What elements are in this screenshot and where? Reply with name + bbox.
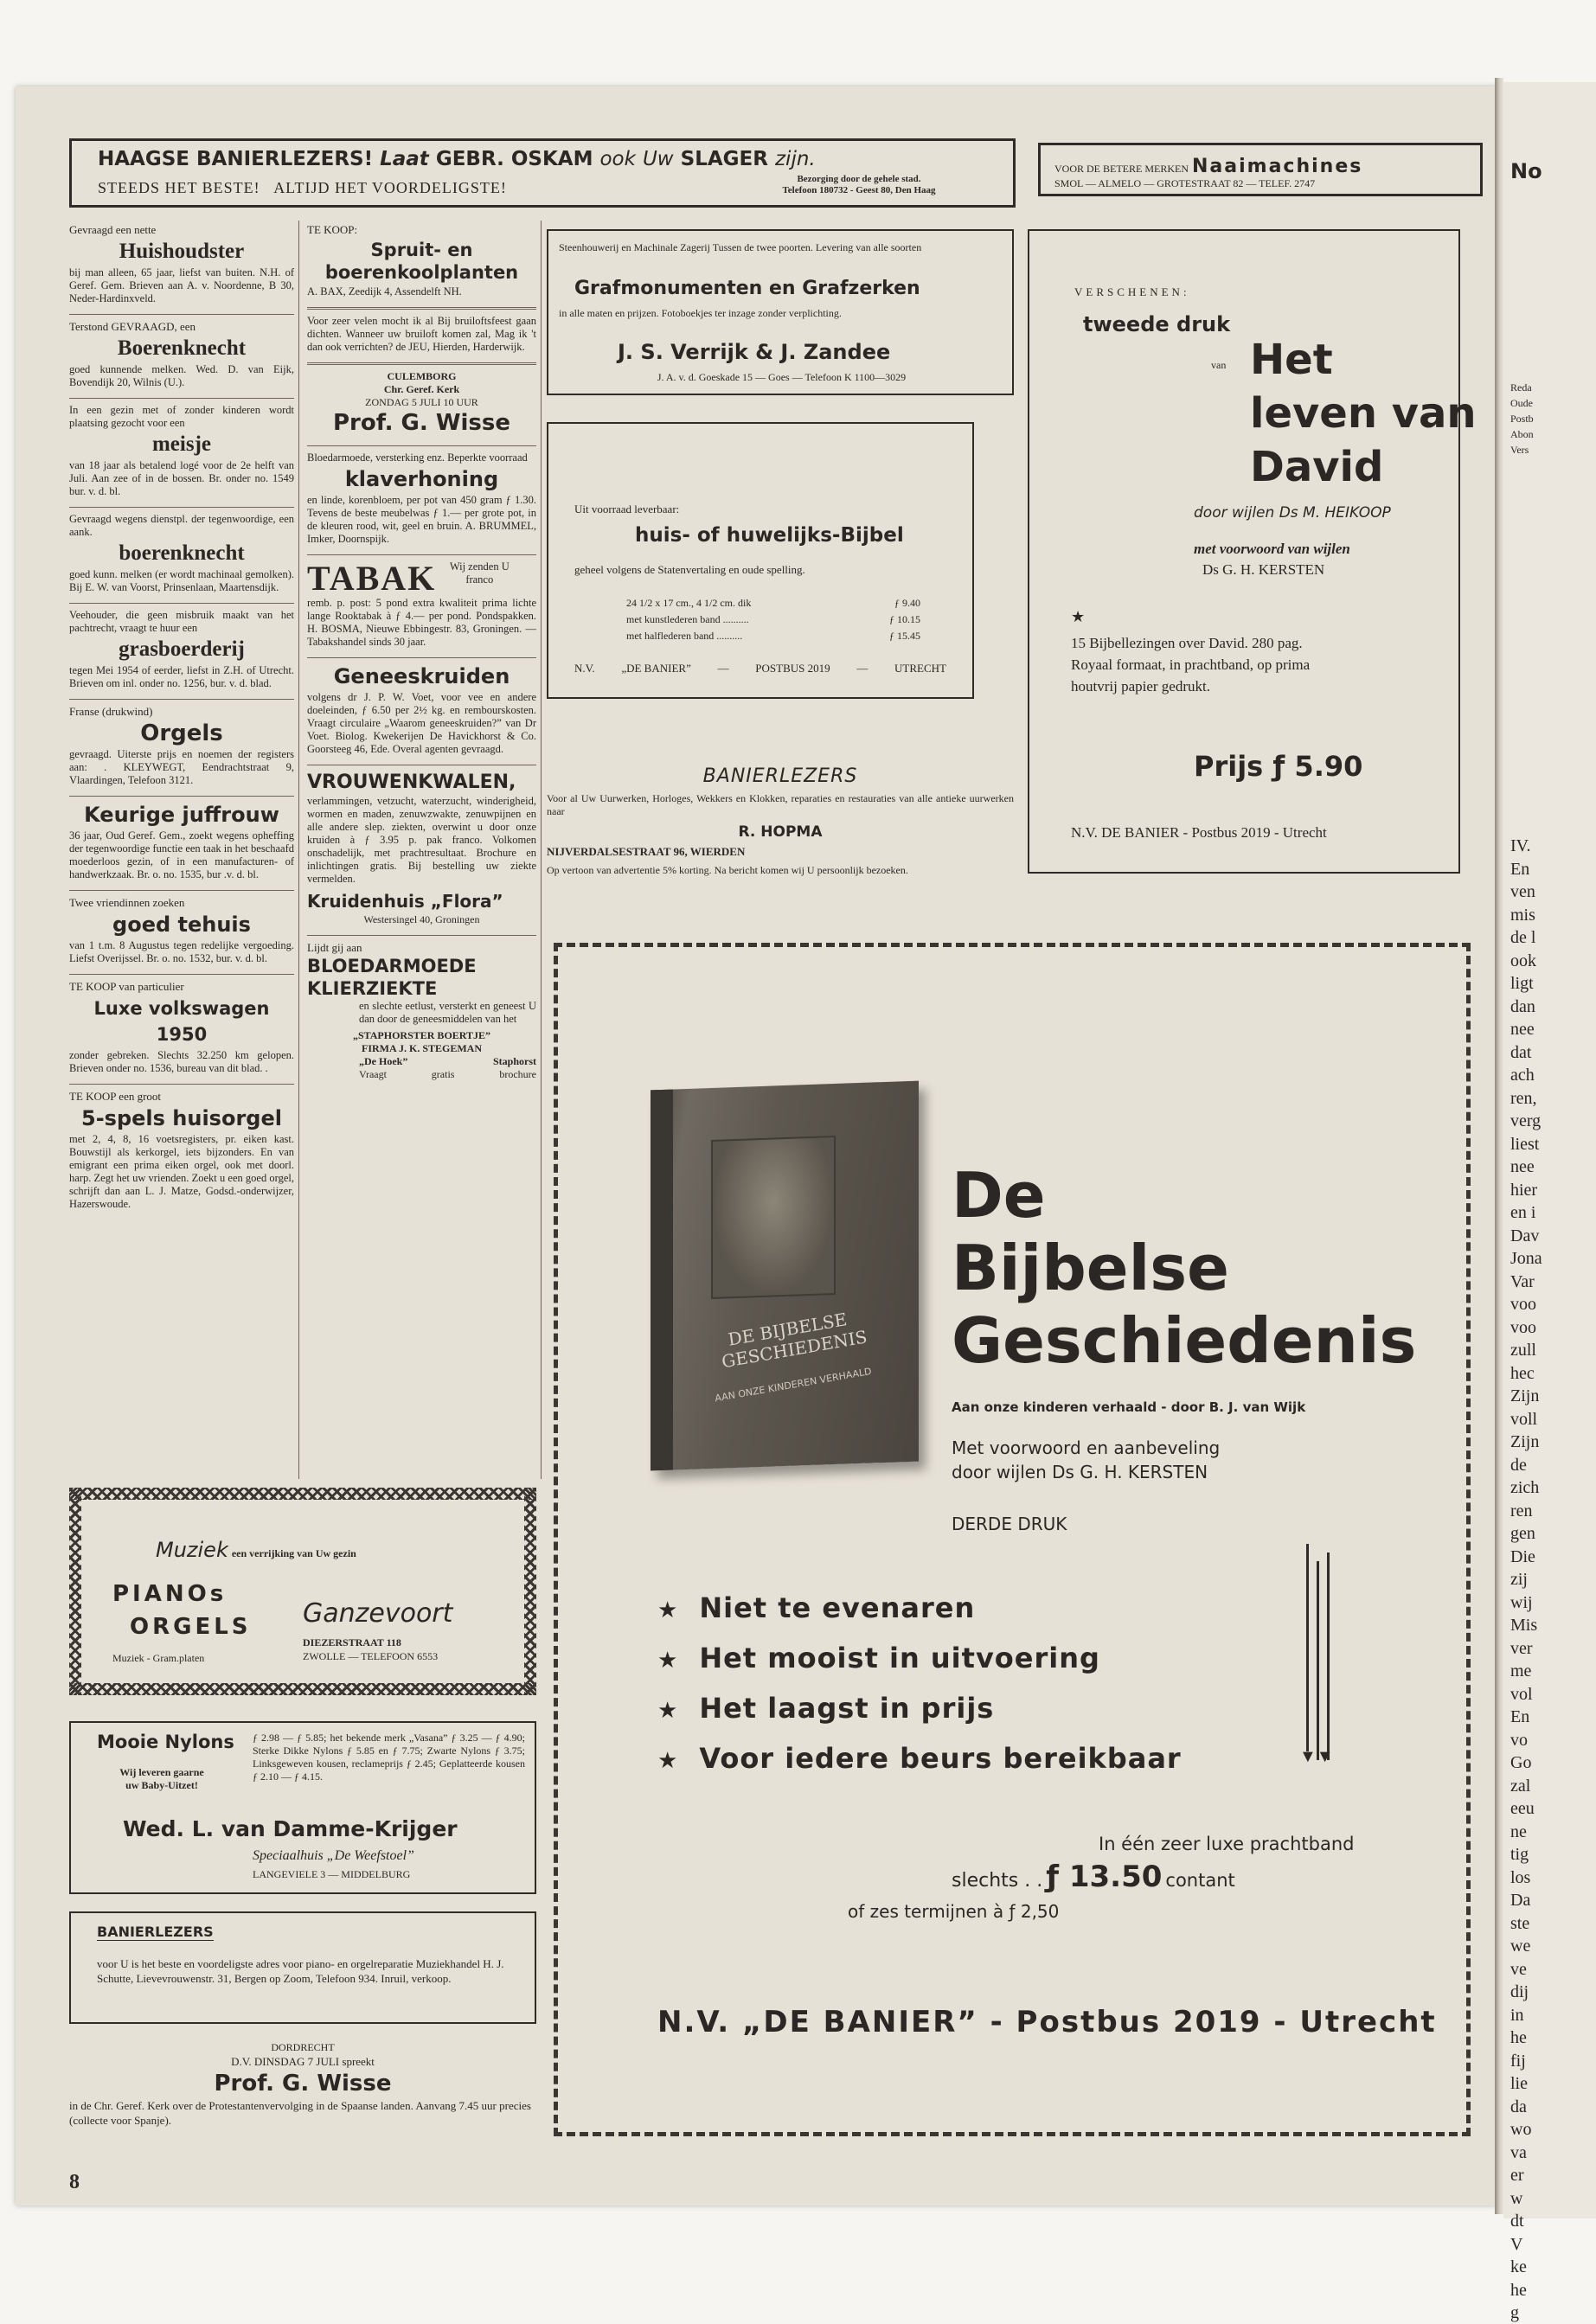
geschiedenis-point-text: Het laagst in prijs bbox=[699, 1692, 995, 1725]
next-page-fragment: dan bbox=[1510, 996, 1535, 1016]
next-page-fragment: dt bbox=[1510, 2212, 1524, 2231]
dordrecht-ad bbox=[69, 2041, 536, 2128]
graf-firm: J. S. Verrijk & J. Zandee bbox=[618, 340, 891, 364]
muziek-pianos: PIANOs bbox=[112, 1581, 228, 1607]
david-ad bbox=[1028, 229, 1477, 874]
ad-body: van 18 jaar als betalend logé voor de 2e helft van Juli. Aan zee of in de bossen. Br. onder no. 1549 bur. v. d. bl. bbox=[69, 459, 294, 497]
ad-vrouwenkwalen bbox=[307, 771, 536, 926]
next-page-fragment: voo bbox=[1510, 1317, 1536, 1337]
banner-oskam: GEBR. OSKAM bbox=[435, 148, 593, 170]
bijbel-price-value: ƒ 15.45 bbox=[889, 630, 920, 642]
ad-shop: Kruidenhuis „Flora” bbox=[307, 891, 503, 912]
naaimachines-title: Naaimachines bbox=[1192, 156, 1363, 177]
ad-head: meisje bbox=[151, 432, 212, 456]
geschiedenis-point bbox=[657, 1591, 975, 1624]
ad-koolplanten bbox=[307, 223, 536, 298]
david-van: van bbox=[1211, 359, 1227, 371]
banner-uw: Uw bbox=[642, 148, 674, 170]
bijbel-footer bbox=[574, 661, 946, 675]
ad-volkswagen bbox=[69, 980, 294, 1075]
hopma-address: NIJVERDALSESTRAAT 96, WIERDEN bbox=[547, 845, 746, 858]
bijbel-price-row bbox=[626, 595, 920, 611]
ad-lead: Gevraagd een nette bbox=[69, 223, 157, 236]
page-number: 8 bbox=[69, 2171, 80, 2193]
next-page-fragment: ve bbox=[1510, 1959, 1527, 1979]
graf-body: in alle maten en prijzen. Fotoboekjes ter inzage zonder verplichting. bbox=[559, 307, 842, 319]
naaimachines-lead: VOOR DE BETERE MERKEN bbox=[1054, 163, 1189, 175]
geschiedenis-title-1: De bbox=[952, 1159, 1046, 1232]
ad-head: BLOEDARMOEDE KLIERZIEKTE bbox=[307, 956, 477, 999]
column-rule-1 bbox=[298, 221, 299, 1479]
next-page-fragment: he bbox=[1510, 2028, 1527, 2047]
next-page-fragment: ven bbox=[1510, 882, 1535, 901]
bijbel-price-row bbox=[626, 611, 920, 628]
ad-body: volgens dr J. P. W. Voet, voor vee en andere doeleinden, ƒ 6.50 per 2½ kg. en rembourskosten. Vraagt circulaire „Waarom geneeskruiden?” van Dr Voet. Biolog. Kwekerijen De Havickhorst & Co. Goorsteeg 46, Ede. Overal agenten gevraagd. bbox=[307, 691, 536, 755]
ad-body: gevraagd. Uiterste prijs en noemen der registers aan: . KLEYWEGT, Eendrachtstraat 9, Vlaardingen, Telefoon 3121. bbox=[69, 748, 294, 786]
star-icon: ★ bbox=[657, 1597, 679, 1623]
muziek-subtitle: een verrijking van Uw gezin bbox=[231, 1547, 356, 1559]
book-cover-subtitle: AAN ONZE KINDEREN VERHAALD bbox=[714, 1365, 873, 1405]
next-page-fragment: lie bbox=[1510, 2074, 1528, 2093]
geschiedenis-footer: N.V. „DE BANIER” - Postbus 2019 - Utrecht bbox=[657, 2005, 1437, 2039]
next-page-fragment: En bbox=[1510, 1707, 1530, 1726]
price-prefix: slechts . . bbox=[952, 1870, 1043, 1892]
bijbel-price-table bbox=[626, 595, 920, 644]
ad-body: van 1 t.m. 8 Augustus tegen redelijke vergoeding. Liefst Overijssel. Br. o. no. 1532, bur. v. d. bl. bbox=[69, 939, 294, 964]
next-page-fragment: va bbox=[1510, 2142, 1527, 2162]
ad-head: Boerenknecht bbox=[117, 336, 247, 360]
ad-grasboerderij bbox=[69, 609, 294, 690]
next-page-fragment: IV. bbox=[1510, 836, 1531, 855]
ad-body: goed kunnende melken. Wed. D. van Eijk, Bovendijk 20, Wilnis (U.). bbox=[69, 363, 294, 388]
ad-head: Geneeskruiden bbox=[333, 664, 510, 688]
ad-meisje bbox=[69, 404, 294, 498]
muziek-categories: Muziek - Gram.platen bbox=[112, 1652, 205, 1664]
geschiedenis-foreword-1: Met voorwoord en aanbeveling bbox=[952, 1437, 1221, 1458]
ad-lead: TE KOOP van particulier bbox=[69, 980, 184, 993]
hopma-name: R. HOPMA bbox=[738, 823, 823, 841]
geschiedenis-point bbox=[657, 1642, 1100, 1674]
next-page-fragment: En bbox=[1510, 859, 1530, 879]
bijbel-footer-dash-2: — bbox=[856, 662, 869, 675]
ad-head: Spruit- en boerenkoolplanten bbox=[324, 240, 519, 283]
ad-huisorgel bbox=[69, 1090, 294, 1211]
ad-body: bij man alleen, 65 jaar, liefst van buiten. N.H. of Geref. Gem. Brieven aan A. v. Noordenne, B 30, Neder-Hardinxveld. bbox=[69, 266, 294, 304]
david-author: door wijlen Ds M. HEIKOOP bbox=[1194, 504, 1391, 522]
david-title-2: leven van bbox=[1250, 389, 1477, 438]
next-page-fragment: Da bbox=[1510, 1891, 1531, 1910]
geschiedenis-point-text: Niet te evenaren bbox=[699, 1591, 976, 1624]
ad-head: boerenknecht bbox=[119, 541, 245, 565]
muziek-orgels: ORGELS bbox=[130, 1614, 252, 1640]
hopma-body2: Op vertoon van advertentie 5% korting. Na bericht komen wij U persoonlijk bezoeken. bbox=[547, 864, 908, 876]
next-page-fragment: dat bbox=[1510, 1042, 1532, 1062]
ad-geneeskruiden bbox=[307, 663, 536, 756]
next-page-fragment: he bbox=[1510, 2280, 1527, 2300]
bijbel-sub: geheel volgens de Statenvertaling en oude spelling. bbox=[574, 563, 805, 576]
muziek-ad bbox=[69, 1488, 536, 1695]
next-page-fragment: de l bbox=[1510, 928, 1536, 947]
ad-body: tegen Mei 1954 of eerder, liefst in Z.H. of Utrecht. Brieven om inl. onder no. 1256, bur. v. d. blad. bbox=[69, 664, 294, 689]
next-page-fragment: Oude bbox=[1510, 397, 1533, 409]
next-page-fragment: gen bbox=[1510, 1524, 1535, 1543]
next-page-fragment: Reda bbox=[1510, 381, 1532, 394]
ad-head: grasboerderij bbox=[119, 637, 245, 661]
ad-orgels bbox=[69, 705, 294, 787]
dordrecht-city: DORDRECHT bbox=[271, 2041, 335, 2053]
bijbel-lead: Uit voorraad leverbaar: bbox=[574, 503, 680, 515]
next-page-fragment: we bbox=[1510, 1937, 1531, 1956]
geschiedenis-price: ƒ 13.50 bbox=[1046, 1860, 1163, 1894]
geschiedenis-point-text: Voor iedere beurs bereikbaar bbox=[699, 1742, 1182, 1775]
next-page-fragment: voll bbox=[1510, 1409, 1538, 1429]
next-page-fragment: me bbox=[1510, 1661, 1532, 1681]
next-page-fragment: Zijn bbox=[1510, 1386, 1540, 1405]
banierlezers-piano-body: voor U is het beste en voordeligste adres voor piano- en orgelreparatie Muziekhandel H. J. Schutte, Lievevrouwenstr. 31, Bergen op Zoom, Telefoon 934. Inruil, verkoop. bbox=[97, 1957, 504, 1985]
geschiedenis-price-line bbox=[952, 1860, 1235, 1894]
column-rule-2 bbox=[541, 221, 542, 1479]
ad-body: A. BAX, Zeedijk 4, Assendelft NH. bbox=[307, 285, 462, 298]
ad-head: TABAK bbox=[307, 559, 437, 598]
ad-lead: Franse (drukwind) bbox=[69, 705, 153, 718]
bijbel-footer-nv: N.V. bbox=[574, 662, 595, 675]
star-icon: ★ bbox=[657, 1698, 679, 1724]
next-page-fragment: No bbox=[1510, 159, 1542, 183]
bijbel-ad bbox=[547, 422, 974, 699]
banner-steeds: STEEDS HET BESTE! bbox=[98, 179, 260, 196]
next-page-fragment: Vers bbox=[1510, 444, 1529, 456]
graf-address: J. A. v. d. Goeskade 15 — Goes — Telefoon K 1100—3029 bbox=[657, 371, 907, 383]
ad-klaverhoning bbox=[307, 451, 536, 546]
ad-lead: In een gezin met of zonder kinderen wordt plaatsing gezocht voor een bbox=[69, 404, 294, 429]
muziek-shop: Ganzevoort bbox=[303, 1598, 453, 1629]
next-page-fragment: ste bbox=[1510, 1913, 1530, 1933]
naaimachines-banner bbox=[1038, 143, 1483, 196]
ad-bruiloft-dichter bbox=[307, 315, 536, 354]
bijbel-head: huis- of huwelijks-Bijbel bbox=[635, 524, 904, 547]
ad-body: en slechte eetlust, versterkt en geneest U dan door de geneesmiddelen van het bbox=[359, 1000, 536, 1025]
next-page-fragment: ren, bbox=[1510, 1088, 1537, 1108]
bijbel-price-value: ƒ 9.40 bbox=[894, 597, 920, 609]
banierlezers-piano-ad bbox=[69, 1911, 536, 2024]
muziek-title: Muziek bbox=[156, 1538, 228, 1562]
bijbel-price-label: 24 1/2 x 17 cm., 4 1/2 cm. dik bbox=[626, 597, 752, 609]
banner-zijn: zijn. bbox=[774, 148, 816, 170]
nylons-address: LANGEVIELE 3 — MIDDELBURG bbox=[253, 1868, 411, 1880]
next-page-fragment: liest bbox=[1510, 1134, 1540, 1154]
muziek-city: ZWOLLE — TELEFOON 6553 bbox=[303, 1650, 439, 1662]
price-suffix: contant bbox=[1165, 1870, 1235, 1891]
next-page-fragment: voo bbox=[1510, 1295, 1536, 1314]
star-icon: ★ bbox=[657, 1648, 679, 1674]
next-page-fragment: Zijn bbox=[1510, 1432, 1540, 1451]
david-footer: N.V. DE BANIER - Postbus 2019 - Utrecht bbox=[1071, 824, 1327, 841]
next-page-fragment: w bbox=[1510, 2188, 1523, 2208]
dordrecht-line: D.V. DINSDAG 7 JULI spreekt bbox=[231, 2055, 375, 2068]
ad-place-a: „De Hoek” bbox=[359, 1055, 408, 1067]
ad-date: ZONDAG 5 JULI 10 UUR bbox=[365, 396, 478, 408]
bijbel-footer-utrecht: UTRECHT bbox=[894, 662, 946, 675]
next-page-fragment: ligt bbox=[1510, 974, 1534, 993]
next-page-fragment: en i bbox=[1510, 1203, 1536, 1222]
ad-body: en linde, korenbloem, per pot van 450 gram ƒ 1.30. Tevens de beste meubelwas ƒ 1.— per grote pot, in de kleuren rood, wit, geel en bruin. A. BRUMMEL, Imker, Doornspijk. bbox=[307, 494, 536, 545]
ad-brand: „STAPHORSTER BOERTJE” bbox=[352, 1029, 491, 1041]
banner-slager: SLAGER bbox=[680, 148, 768, 170]
banner-laat: Laat bbox=[380, 148, 429, 170]
ad-aside: Wij zenden U franco bbox=[449, 560, 510, 586]
ad-body: met 2, 4, 8, 16 voetsregisters, pr. eiken kast. Bouwstijl als kerkorgel, iets bijzonders. En van emigrant een prima eiken orgel, ook met doorl. harp. Zegt het uw vrienden. Zoekt u een goed orgel, schrijft dan aan L. J. Matze, Godsd.-onderwijzer, Hazerswoude. bbox=[69, 1133, 294, 1210]
next-page-fragment: vol bbox=[1510, 1684, 1533, 1704]
next-page-fragment: ke bbox=[1510, 2257, 1527, 2276]
ad-head: Keurige juffrouw bbox=[84, 803, 279, 827]
next-page-fragment: los bbox=[1510, 1867, 1531, 1887]
next-page-fragment: Go bbox=[1510, 1753, 1532, 1772]
david-edition: tweede druk bbox=[1083, 312, 1231, 336]
next-page-fragment: fij bbox=[1510, 2051, 1526, 2071]
next-page-fragment: ren bbox=[1510, 1501, 1533, 1521]
ad-lead: Terstond GEVRAAGD, een bbox=[69, 320, 196, 333]
ad-lead: Veehouder, die geen misbruik maakt van het pachtrecht, vraagt te huur een bbox=[69, 609, 294, 634]
banner-altijd: ALTIJD HET VOORDELIGSTE! bbox=[273, 179, 507, 196]
ad-body: Voor zeer velen mocht ik al Bij bruiloftsfeest gaan dichten. Wanneer uw bruiloft komen zal, Mag ik 't dan ook verrichten? de JEU, Hierden, Harderwijk. bbox=[307, 315, 536, 353]
next-page-fragment: hier bbox=[1510, 1180, 1538, 1200]
next-page-fragment: nee bbox=[1510, 1020, 1535, 1039]
next-page-fragment: zich bbox=[1510, 1478, 1540, 1497]
column-classifieds-2 bbox=[307, 223, 536, 1090]
next-page-fragment: zij bbox=[1510, 1570, 1528, 1589]
next-page-fragment: zal bbox=[1510, 1776, 1531, 1796]
ad-foot-b: gratis bbox=[431, 1068, 455, 1080]
next-page-fragment: eeu bbox=[1510, 1799, 1535, 1818]
ad-head: goed tehuis bbox=[112, 912, 251, 937]
nylons-shop: Wed. L. van Damme-Krijger bbox=[123, 1816, 458, 1841]
next-page-fragment: hec bbox=[1510, 1363, 1535, 1383]
ad-head: 5-spels huisorgel bbox=[81, 1106, 282, 1130]
book-cover-illustration bbox=[651, 1081, 919, 1471]
ad-body: 36 jaar, Oud Geref. Gem., zoekt wegens opheffing der tegenwoordige functie een taak in het beschaafd moederloos gezin, of in een manufacturen- of handwerkzaak. Br. o. no. 1535, bur .v. d. bl. bbox=[69, 829, 294, 880]
ad-body: zonder gebreken. Slechts 32.250 km gelopen. Brieven onder no. 1536, bureau van dit blad. . bbox=[69, 1049, 294, 1074]
banner-delivery: Bezorging door de gehele stad. bbox=[797, 174, 921, 184]
graf-lead: Steenhouwerij en Machinale Zagerij Tussen de twee poorten. Levering van alle soorten bbox=[559, 241, 922, 253]
ad-foot-c: brochure bbox=[499, 1068, 536, 1080]
ad-body: remb. p. post: 5 pond extra kwaliteit prima lichte lange Rooktabak à ƒ 4.— per pond. Pondspakken. H. BOSMA, Nieuwe Ebbingestr. 83, Groningen. — Tabakshandel sinds 30 jaar. bbox=[307, 597, 536, 648]
geschiedenis-title-2: Bijbelse bbox=[952, 1232, 1229, 1304]
next-page-fragment: Abon bbox=[1510, 428, 1534, 440]
david-lead: VERSCHENEN: bbox=[1074, 285, 1190, 298]
hopma-body1: Voor al Uw Uurwerken, Horloges, Wekkers en Klokken, reparaties en restauraties van alle antieke uurwerken naar bbox=[547, 792, 1014, 817]
geschiedenis-point-text: Het mooist in uitvoering bbox=[699, 1642, 1100, 1674]
naaimachines-address: SMOL — ALMELO — GROTESTRAAT 82 — TELEF. 2747 bbox=[1054, 177, 1316, 189]
page-fold bbox=[1495, 78, 1503, 2214]
ad-body: verlammingen, vetzucht, waterzucht, winderigheid, wormen en maden, zenuwzwakte, zenuwpijnen en alle andere slep. ziekten, overwint u door onze kruiden à ƒ 3.95 p. pak franco. Volkomen onschadelijk, met prachtresultaat. Brochure en inlichtingen gratis. Bij bestelling uw ziekte vermelden. bbox=[307, 795, 536, 885]
bijbel-footer-banier: „DE BANIER” bbox=[621, 662, 691, 675]
next-page-fragment: tig bbox=[1510, 1845, 1529, 1864]
ad-foot-a: Vraagt bbox=[359, 1068, 387, 1080]
nylons-body: ƒ 2.98 — ƒ 5.85; het bekende merk „Vasana” ƒ 3.25 — ƒ 4.90; Sterke Dikke Nylons ƒ 5.85 en ƒ 7.75; Zwarte Nylons ƒ 3.75; Linksgeweven kousen, reclameprijs ƒ 2.45; Geplatteerde kousen ƒ 2.10 — ƒ 4.15. bbox=[253, 1732, 525, 1783]
ad-head: klaverhoning bbox=[344, 467, 499, 491]
next-page-fragment: ach bbox=[1510, 1066, 1535, 1085]
next-page-fragment: V bbox=[1510, 2234, 1523, 2254]
geschiedenis-edition: DERDE DRUK bbox=[952, 1514, 1067, 1534]
book-cover-title: DE BIJBELSE GESCHIEDENIS bbox=[720, 1309, 869, 1373]
graf-head: Grafmonumenten en Grafzerken bbox=[574, 278, 920, 299]
hopma-head: BANIERLEZERS bbox=[702, 765, 858, 787]
column-classifieds-1 bbox=[69, 223, 294, 1220]
nylons-title: Mooie Nylons bbox=[97, 1732, 234, 1752]
geschiedenis-terms: of zes termijnen à ƒ 2,50 bbox=[848, 1901, 1060, 1922]
david-title-3: David bbox=[1250, 443, 1384, 491]
geschiedenis-point bbox=[657, 1742, 1182, 1775]
ad-culemborg-wisse bbox=[307, 370, 536, 437]
next-page-fragment: wo bbox=[1510, 2120, 1532, 2139]
ad-head: Prof. G. Wisse bbox=[332, 410, 510, 436]
next-page-fragment: er bbox=[1510, 2166, 1524, 2185]
next-page-fragment: ver bbox=[1510, 1638, 1533, 1658]
bijbel-price-label: met halflederen band .......... bbox=[626, 630, 743, 642]
nylons-ad bbox=[69, 1721, 536, 1894]
ad-boerenknecht-1 bbox=[69, 320, 294, 389]
next-page-fragment: Var bbox=[1510, 1271, 1535, 1291]
next-page-fragment: Postb bbox=[1510, 413, 1534, 425]
oskam-banner bbox=[69, 138, 1016, 208]
arrow-down-icon: ▼▼ bbox=[1299, 1747, 1334, 1766]
ad-body: goed kunn. melken (er wordt machinaal gemolken). Bij E. W. van Voorst, Prinsenlaan, Maartensdijk. bbox=[69, 568, 294, 593]
next-page-fragment: Die bbox=[1510, 1546, 1535, 1566]
geschiedenis-title-3: Geschiedenis bbox=[952, 1304, 1417, 1377]
next-page-edge bbox=[1503, 82, 1596, 2322]
ad-huishoudster bbox=[69, 223, 294, 305]
bijbel-footer-dash-1: — bbox=[717, 662, 729, 675]
next-page-fragment: de bbox=[1510, 1455, 1527, 1475]
nylons-special: Speciaalhuis „De Weefstoel” bbox=[253, 1848, 414, 1863]
bijbel-price-row bbox=[626, 628, 920, 644]
ad-boerenknecht-2 bbox=[69, 513, 294, 594]
ad-head: Orgels bbox=[140, 720, 223, 746]
ad-lead: Twee vriendinnen zoeken bbox=[69, 896, 185, 909]
next-page-fragment: ook bbox=[1510, 951, 1536, 970]
bijbel-footer-postbus: POSTBUS 2019 bbox=[755, 662, 830, 675]
star-icon: ★ bbox=[1071, 608, 1086, 625]
ad-firm: FIRMA J. K. STEGEMAN bbox=[361, 1042, 482, 1054]
next-page-fragment: dij bbox=[1510, 1982, 1529, 2001]
next-page-fragment: wij bbox=[1510, 1592, 1533, 1612]
next-page-fragment: Dav bbox=[1510, 1226, 1540, 1245]
david-foreword-2: Ds G. H. KERSTEN bbox=[1202, 561, 1325, 578]
ad-lead: Bloedarmoede, versterking enz. Beperkte voorraad bbox=[307, 451, 528, 464]
ad-head: Huishoudster bbox=[119, 240, 245, 263]
ad-sub: Chr. Geref. Kerk bbox=[383, 383, 460, 395]
david-foreword-1: met voorwoord van wijlen bbox=[1194, 541, 1350, 557]
banner-ook: ook bbox=[599, 148, 636, 170]
next-page-fragment: Mis bbox=[1510, 1616, 1538, 1635]
bijbel-price-value: ƒ 10.15 bbox=[889, 613, 920, 625]
ad-place-b: Staphorst bbox=[492, 1055, 536, 1067]
geschiedenis-byline: Aan onze kinderen verhaald - door B. J. van Wijk bbox=[952, 1399, 1306, 1415]
banner-haagse: HAAGSE BANIERLEZERS! bbox=[98, 148, 374, 170]
next-page-fragment: vo bbox=[1510, 1730, 1528, 1750]
nylons-side: Wij leveren gaarne uw Baby-Uitzet! bbox=[119, 1766, 204, 1791]
muziek-street: DIEZERSTRAAT 118 bbox=[303, 1636, 401, 1649]
banner-phone: Telefoon 180732 - Geest 80, Den Haag bbox=[782, 185, 936, 195]
next-page-fragment: da bbox=[1510, 2097, 1527, 2116]
ad-head: VROUWENKWALEN, bbox=[307, 771, 516, 793]
next-page-fragment: ne bbox=[1510, 1821, 1527, 1841]
david-title-1: Het bbox=[1250, 336, 1333, 384]
dordrecht-body: in de Chr. Geref. Kerk over de Protestantenvervolging in de Spaanse landen. Aanvang 7.45 uur precies (collecte voor Spanje). bbox=[69, 2099, 531, 2127]
star-icon: ★ bbox=[657, 1748, 679, 1774]
dordrecht-head: Prof. G. Wisse bbox=[214, 2071, 392, 2097]
grafmonumenten-ad bbox=[547, 229, 1014, 395]
next-page-fragment: nee bbox=[1510, 1157, 1535, 1176]
next-page-fragment: verg bbox=[1510, 1111, 1542, 1130]
hopma-ad bbox=[547, 765, 1014, 877]
ad-tabak bbox=[307, 560, 536, 649]
ad-keurige-juffrouw bbox=[69, 802, 294, 881]
ad-goed-tehuis bbox=[69, 896, 294, 965]
ad-lead: TE KOOP: bbox=[307, 223, 358, 236]
geschiedenis-foreword-2: door wijlen Ds G. H. KERSTEN bbox=[952, 1462, 1208, 1482]
ad-address: Westersingel 40, Groningen bbox=[363, 913, 480, 925]
ad-head: Luxe volkswagen 1950 bbox=[93, 998, 270, 1045]
ad-lead: Lijdt gij aan bbox=[307, 941, 362, 954]
ad-lead: TE KOOP een groot bbox=[69, 1090, 162, 1103]
david-desc: 15 Bijbellezingen over David. 280 pag. Royaal formaat, in prachtband, op prima houtvrij papier gedrukt. bbox=[1071, 635, 1311, 695]
next-page-fragment: zull bbox=[1510, 1341, 1536, 1360]
next-page-fragment: Jona bbox=[1510, 1249, 1542, 1268]
ad-lead: Gevraagd wegens dienstpl. der tegenwoordige, een aank. bbox=[69, 513, 294, 538]
bijbel-price-label: met kunstlederen band .......... bbox=[626, 613, 749, 625]
next-page-fragment: in bbox=[1510, 2005, 1524, 2025]
geschiedenis-point bbox=[657, 1692, 994, 1725]
ad-lead: CULEMBORG bbox=[387, 370, 457, 382]
david-price: Prijs ƒ 5.90 bbox=[1194, 750, 1363, 783]
ad-bloedarmoede bbox=[307, 941, 536, 1081]
geschiedenis-band: In één zeer luxe prachtband bbox=[1099, 1834, 1355, 1854]
banierlezers-piano-head: BANIERLEZERS bbox=[97, 1924, 214, 1940]
next-page-fragment: g bbox=[1510, 2303, 1519, 2322]
next-page-fragment: mis bbox=[1510, 905, 1535, 925]
